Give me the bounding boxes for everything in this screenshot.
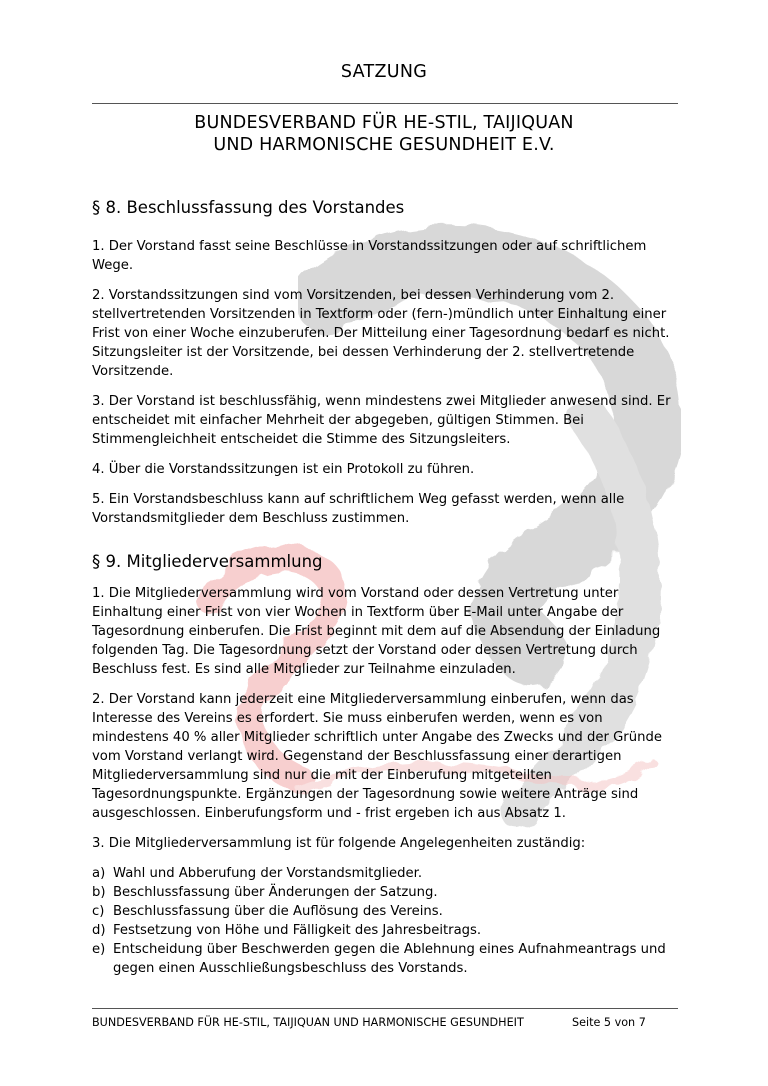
- list-item-text: Wahl und Abberufung der Vorstandsmitglieder.: [113, 866, 423, 881]
- page-number: Seite 5 von 7: [572, 1016, 646, 1029]
- section-9-paragraph-3: 3. Die Mitgliederversammlung ist für folgende Angelegenheiten zuständig:: [92, 836, 586, 851]
- list-item-text: Beschlussfassung über die Auflösung des Vereins.: [113, 904, 443, 919]
- section-9-paragraph-2: 2. Der Vorstand kann jederzeit eine Mitgliederversammlung einberufen, wenn das Interesse des Vereins es erfordert. Sie muss einberufen werden, wenn es von mindestens 40 % aller Mitglieder schriftlich unter Angabe des Zwecks und der Gründe vom Vorstand verlangt wird. Gegenstand der Beschlussfassung einer derartigen Mitgliederversammlung sind nur die mit der Einberufung mitgeteilten Tagesordnungspunkte. Ergänzungen der Tagesordnung sowie weitere Anträge sind ausgeschlossen. Einberufungsform und - frist ergeben ich aus Absatz 1.: [92, 692, 662, 821]
- list-item-text: Entscheidung über Beschwerden gegen die Ablehnung eines Aufnahmeantrags und gegen einen Ausschließungsbeschluss des Vorstands.: [113, 942, 666, 976]
- section-9-heading: § 9. Mitgliederversammlung: [92, 552, 323, 571]
- section-8-paragraph-5: 5. Ein Vorstandsbeschluss kann auf schriftlichem Weg gefasst werden, wenn alle Vorstandsmitglieder dem Beschluss zustimmen.: [92, 492, 625, 526]
- responsibilities-list: [92, 864, 682, 978]
- list-item: [92, 883, 682, 902]
- footer-divider: [92, 1008, 678, 1009]
- section-8-heading: § 8. Beschlussfassung des Vorstandes: [92, 198, 405, 217]
- organization-title: [0, 112, 768, 156]
- header-divider: [92, 103, 678, 104]
- section-8-paragraph-4: 4. Über die Vorstandssitzungen ist ein Protokoll zu führen.: [92, 462, 475, 477]
- list-marker: e): [92, 942, 106, 957]
- organization-title-line1: BUNDESVERBAND FÜR HE-STIL, TAIJIQUAN: [194, 113, 574, 133]
- section-8-paragraph-2: 2. Vorstandssitzungen sind vom Vorsitzenden, bei dessen Verhinderung vom 2. stellvertretenden Vorsitzenden in Textform oder (fern-)mündlich unter Einhaltung einer Frist von einer Woche einzuberufen. Der Mitteilung einer Tagesordnung bedarf es nicht. Sitzungsleiter ist der Vorsitzende, bei dessen Verhinderung der 2. stellvertretende Vorsitzende.: [92, 288, 670, 379]
- list-item-text: Festsetzung von Höhe und Fälligkeit des Jahresbeitrags.: [113, 923, 482, 938]
- footer-organization: BUNDESVERBAND FÜR HE-STIL, TAIJIQUAN UND HARMONISCHE GESUNDHEIT: [92, 1016, 524, 1029]
- section-9-paragraph-1: 1. Die Mitgliederversammlung wird vom Vorstand oder dessen Vertretung unter Einhaltung einer Frist von vier Wochen in Textform über E-Mail unter Angabe der Tagesordnung einberufen. Die Frist beginnt mit dem auf die Absendung der Einladung folgenden Tag. Die Tagesordnung setzt der Vorstand oder dessen Vertretung durch Beschluss fest. Es sind alle Mitglieder zur Teilnahme einzuladen.: [92, 586, 661, 677]
- document-title: SATZUNG: [340, 62, 428, 82]
- list-marker: c): [92, 904, 105, 919]
- section-8-paragraph-3: 3. Der Vorstand ist beschlussfähig, wenn mindestens zwei Mitglieder anwesend sind. Er entscheidet mit einfacher Mehrheit der abgegeben, gültigen Stimmen. Bei Stimmengleichheit entscheidet die Stimme des Sitzungsleiters.: [92, 394, 671, 447]
- list-marker: a): [92, 866, 106, 881]
- list-item: [92, 940, 682, 978]
- list-item: [92, 921, 682, 940]
- organization-title-line2: UND HARMONISCHE GESUNDHEIT E.V.: [213, 135, 555, 155]
- section-8-paragraph-1: 1. Der Vorstand fasst seine Beschlüsse in Vorstandssitzungen oder auf schriftlichem Wege.: [92, 239, 647, 273]
- list-marker: b): [92, 885, 106, 900]
- list-marker: d): [92, 923, 106, 938]
- list-item: [92, 864, 682, 883]
- list-item-text: Beschlussfassung über Änderungen der Satzung.: [113, 885, 438, 900]
- document-body: [92, 198, 682, 978]
- list-item: [92, 902, 682, 921]
